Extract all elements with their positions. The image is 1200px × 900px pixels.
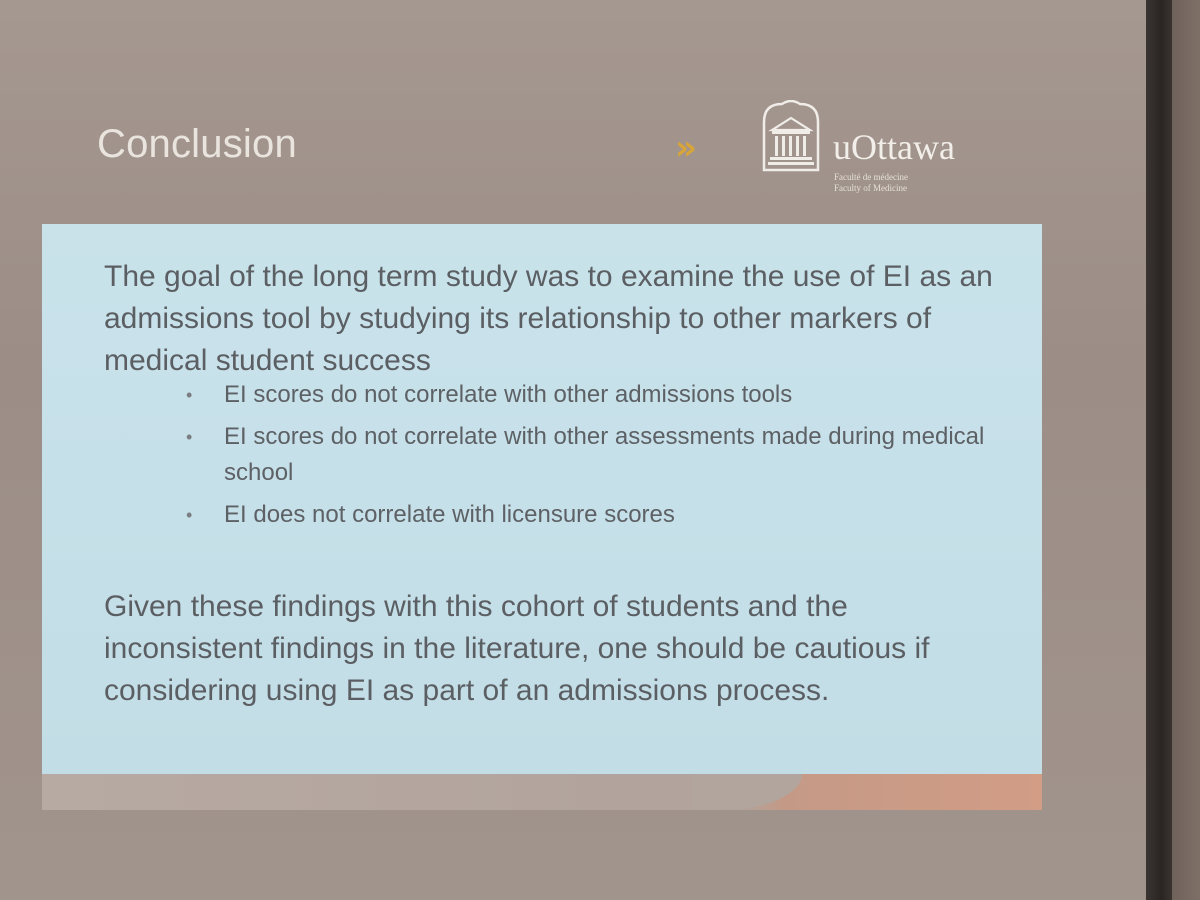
- findings-list: [186, 377, 986, 539]
- logo-wordmark: uOttawa: [833, 127, 955, 167]
- list-item: [186, 377, 986, 413]
- chevron-double-icon: »: [675, 128, 691, 168]
- bullet-text: EI does not correlate with licensure scores: [224, 501, 675, 528]
- closing-paragraph: Given these findings with this cohort of students and the inconsistent findings in the literature, one should be cautious if considering using EI as part of an admissions process.: [104, 590, 930, 707]
- list-item: [186, 497, 986, 533]
- logo-subtitle: [834, 172, 908, 194]
- footer-curve: [692, 774, 802, 810]
- screen-frame-edge: [1146, 0, 1172, 900]
- logo-subtitle-en: Faculty of Medicine: [834, 183, 907, 193]
- building-pillars-icon: [758, 100, 824, 172]
- footer-strip: [42, 774, 1042, 810]
- bullet-dot-icon: •: [186, 427, 193, 447]
- wall-edge: [1172, 0, 1200, 900]
- bullet-dot-icon: •: [186, 385, 193, 405]
- bullet-text: EI scores do not correlate with other assessments made during medical school: [224, 423, 985, 486]
- list-item: [186, 419, 986, 491]
- bullet-dot-icon: •: [186, 505, 193, 525]
- university-logo: [758, 100, 1008, 210]
- bullet-text: EI scores do not correlate with other admissions tools: [224, 381, 793, 408]
- slide-title: Conclusion: [97, 122, 297, 166]
- logo-subtitle-fr: Faculté de médecine: [834, 172, 908, 182]
- intro-paragraph: The goal of the long term study was to examine the use of EI as an admissions tool by studying its relationship to other markers of medical student success: [104, 260, 993, 377]
